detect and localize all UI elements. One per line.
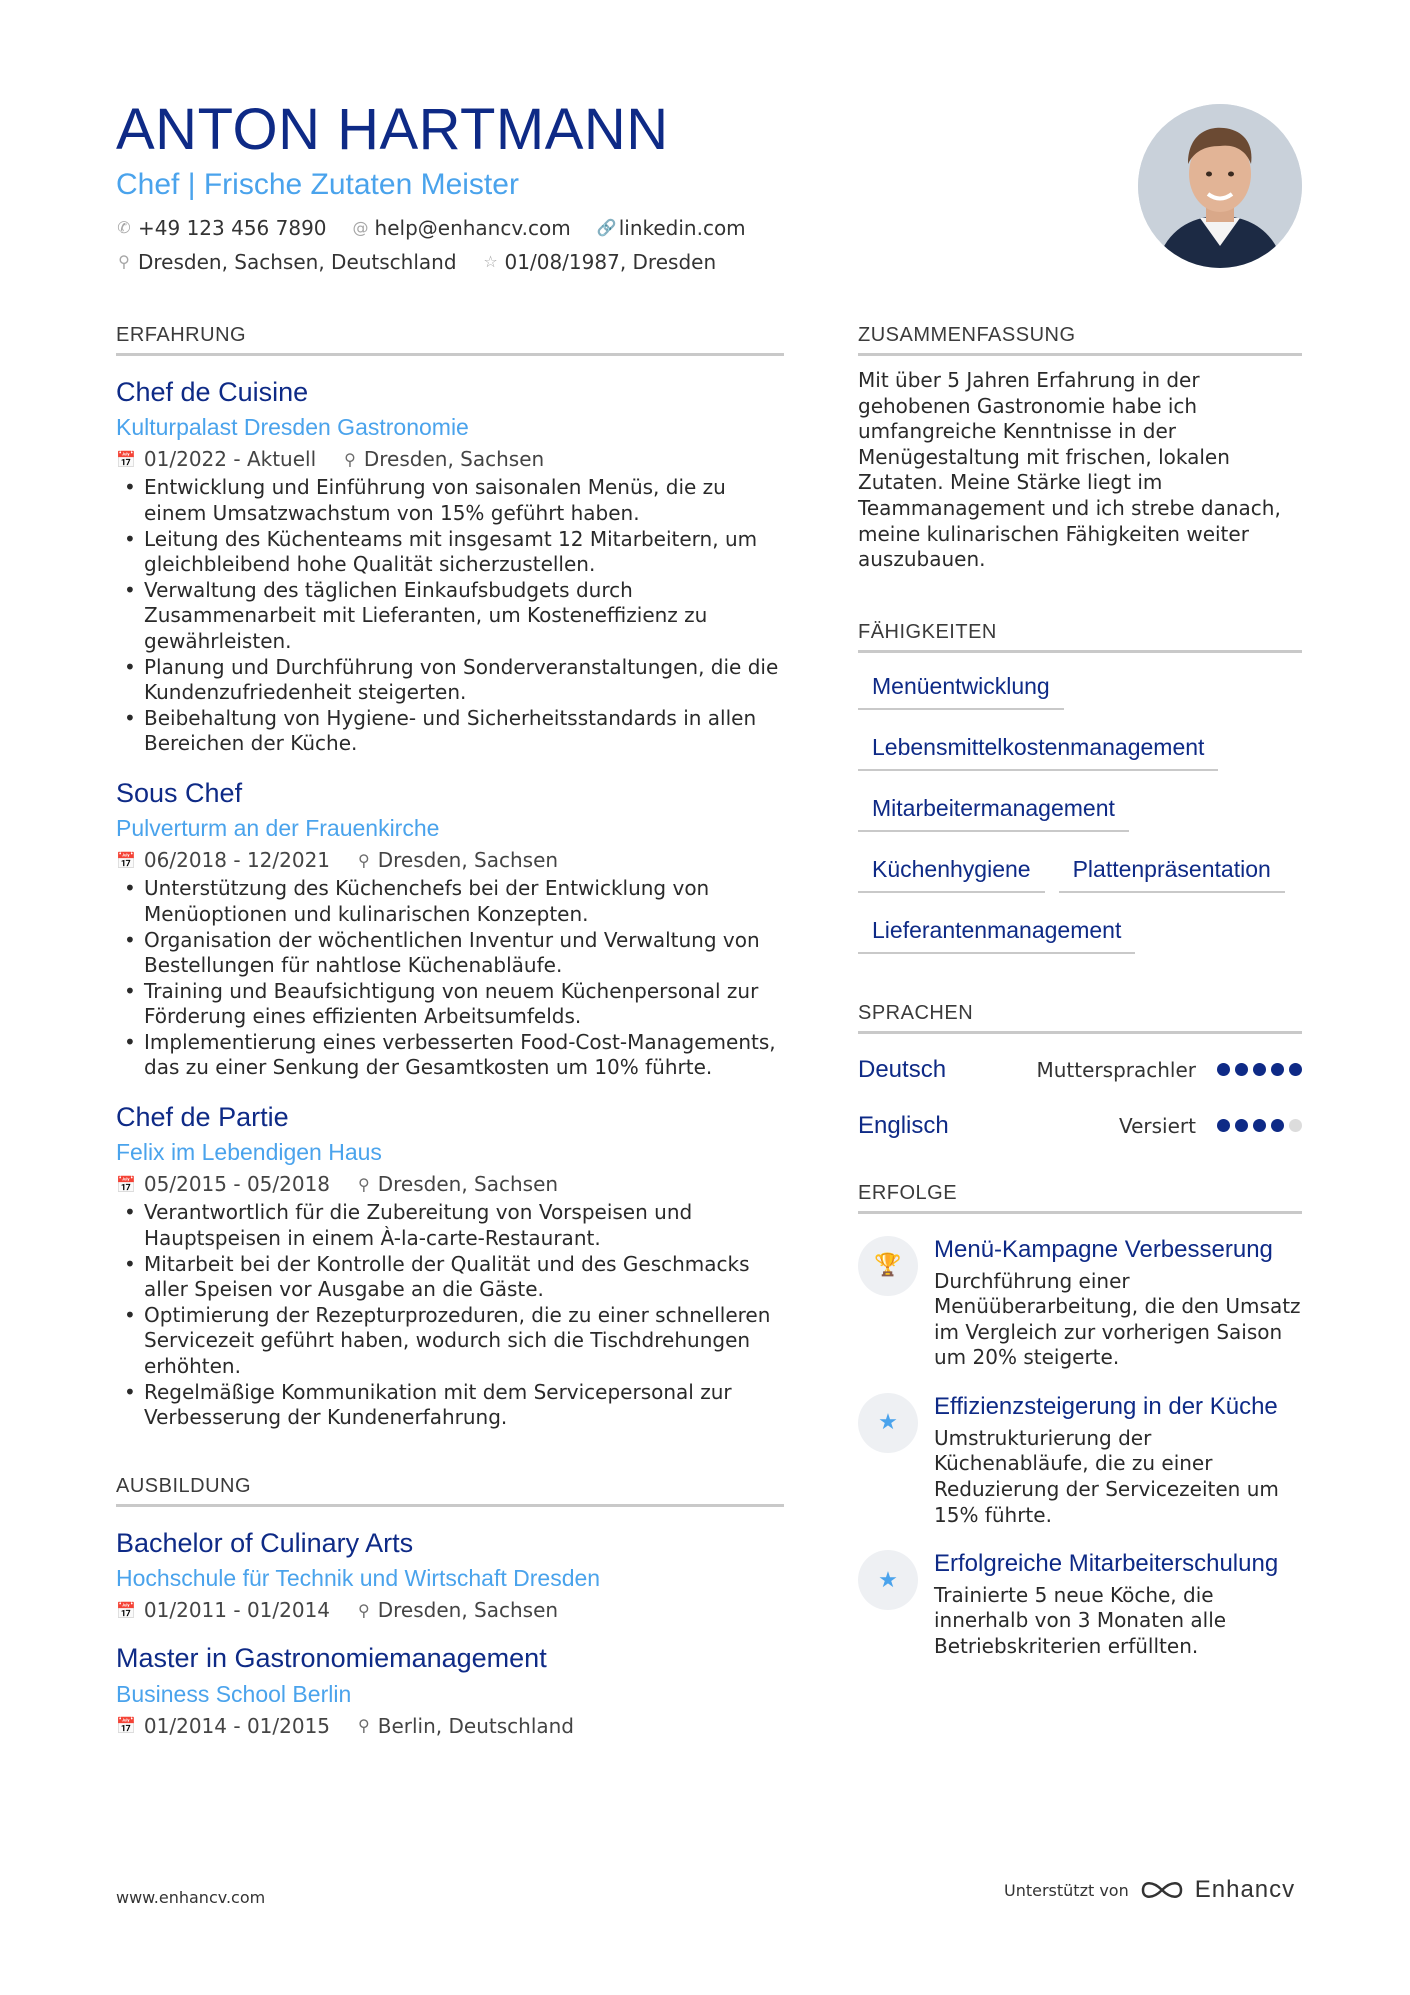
experience-entry (116, 376, 784, 757)
experience-section-title: ERFAHRUNG (116, 324, 784, 356)
job-bullets (116, 475, 784, 757)
skill-tag: Plattenpräsentation (1059, 846, 1285, 893)
at-icon: @ (352, 218, 369, 238)
job-title: Chef de Cuisine (116, 377, 309, 407)
star-icon: ★ (858, 1393, 918, 1453)
footer-website[interactable]: www.enhancv.com (116, 1888, 266, 1907)
location-text: Dresden, Sachsen (377, 1172, 559, 1197)
location-text: Dresden, Sachsen (363, 447, 545, 472)
achievements-section-title: ERFOLGE (858, 1182, 1302, 1214)
location-pin-icon: ⚲ (358, 1600, 370, 1620)
job-meta (116, 447, 784, 471)
bullet-item: • Verantwortlich für die Zubereitung von Vorspeisen und Hauptspeisen in einem À-la-carte-Restaurant. (116, 1200, 784, 1251)
enhancv-logo-icon (1139, 1877, 1185, 1903)
degree-title: Master in Gastronomiemanagement (116, 1643, 547, 1674)
skill-tag: Menüentwicklung (858, 663, 1064, 710)
birth-text: 01/08/1987, Dresden (504, 249, 717, 274)
education-location (358, 1714, 574, 1738)
education-location (358, 1598, 558, 1622)
star-icon: ☆ (483, 252, 498, 272)
bullet-item: • Mitarbeit bei der Kontrolle der Qualität und des Geschmacks aller Speisen vor Ausgabe an die Gäste. (116, 1252, 784, 1303)
location-pin-icon: ⚲ (358, 1716, 370, 1736)
phone-text: +49 123 456 7890 (138, 215, 327, 240)
rating-dot (1289, 1063, 1302, 1076)
rating-dot (1271, 1119, 1284, 1132)
job-location (358, 848, 558, 872)
achievement-item (858, 1550, 1302, 1660)
contact-location (116, 250, 457, 274)
achievement-title: Erfolgreiche Mitarbeiterschulung (934, 1550, 1279, 1578)
brand-name: Enhancv (1194, 1876, 1296, 1903)
bullet-item: • Planung und Durchführung von Sonderveranstaltungen, die die Kundenzufriedenheit steigerten. (116, 655, 784, 706)
achievement-desc: Umstrukturierung der Küchenabläufe, die zu einer Reduzierung der Servicezeiten um 15% führte. (934, 1425, 1279, 1527)
experience-entry (116, 777, 784, 1081)
school-name: Business School Berlin (116, 1680, 352, 1707)
location-text: Dresden, Sachsen, Deutschland (138, 249, 457, 274)
dates-text: 06/2018 - 12/2021 (143, 848, 331, 873)
rating-dots (1212, 1119, 1302, 1132)
achievement-item (858, 1236, 1302, 1371)
job-dates (116, 848, 330, 872)
job-company: Pulverturm an der Frauenkirche (116, 815, 440, 842)
contact-row-2 (116, 250, 1116, 274)
achievement-desc: Trainierte 5 neue Köche, die innerhalb von 3 Monaten alle Betriebskriterien erfüllten. (934, 1582, 1227, 1659)
language-level: Versiert (1118, 1113, 1196, 1138)
achievement-body (934, 1236, 1302, 1371)
location-text: Berlin, Deutschland (377, 1713, 574, 1738)
bullet-item: • Training und Beaufsichtigung von neuem Küchenpersonal zur Förderung eines effizienten Arbeitsumfelds. (116, 979, 784, 1030)
calendar-icon: 📅 (116, 1600, 136, 1620)
email-text: help@enhancv.com (374, 215, 571, 240)
language-row (858, 1052, 1302, 1088)
bullet-item: • Leitung des Küchenteams mit insgesamt 12 Mitarbeitern, um gleichbleibend hohe Qualität sicherzustellen. (116, 527, 784, 578)
education-dates (116, 1598, 330, 1622)
candidate-name: ANTON HARTMANN (116, 97, 669, 162)
contact-birth (483, 250, 717, 274)
degree-title: Bachelor of Culinary Arts (116, 1527, 414, 1558)
job-company: Kulturpalast Dresden Gastronomie (116, 414, 469, 441)
job-bullets (116, 1200, 784, 1430)
job-location (344, 447, 544, 471)
calendar-icon: 📅 (116, 1174, 136, 1194)
powered-by-text: Unterstützt von (1004, 1880, 1129, 1900)
summary-section-title: ZUSAMMENFASSUNG (858, 324, 1302, 356)
dates-text: 05/2015 - 05/2018 (143, 1172, 331, 1197)
calendar-icon: 📅 (116, 1716, 136, 1736)
location-pin-icon: ⚲ (118, 252, 130, 272)
skills-list (858, 663, 1302, 968)
language-name: Deutsch (858, 1055, 947, 1083)
job-dates (116, 447, 316, 471)
candidate-subtitle: Chef | Frische Zutaten Meister (116, 167, 519, 201)
skill-tag: Küchenhygiene (858, 846, 1045, 893)
education-meta (116, 1714, 784, 1738)
skill-tag: Lebensmittelkostenmanagement (858, 724, 1218, 771)
bullet-item: • Entwicklung und Einführung von saisonalen Menüs, die zu einem Umsatzwachstum von 15% geführt haben. (116, 475, 784, 526)
contact-phone (116, 216, 327, 240)
bullet-item: • Verwaltung des täglichen Einkaufsbudgets durch Zusammenarbeit mit Lieferanten, um Kosteneffizienz zu gewährleisten. (116, 578, 784, 655)
contact-linkedin[interactable] (597, 216, 746, 240)
rating-dots (1212, 1063, 1302, 1076)
bullet-item: • Implementierung eines verbesserten Food-Cost-Managements, das zu einer Senkung der Gesamtkosten um 10% führte. (116, 1030, 784, 1081)
contact-email[interactable] (353, 216, 571, 240)
dates-text: 01/2011 - 01/2014 (143, 1598, 331, 1623)
linkedin-text: linkedin.com (618, 215, 746, 240)
achievement-body (934, 1393, 1302, 1528)
language-proficiency (1037, 1058, 1303, 1082)
dates-text: 01/2014 - 01/2015 (143, 1713, 331, 1738)
right-column (858, 324, 1302, 1660)
achievement-title: Effizienzsteigerung in der Küche (934, 1392, 1278, 1420)
rating-dot (1289, 1119, 1302, 1132)
rating-dot (1271, 1063, 1284, 1076)
phone-icon: ✆ (117, 218, 131, 238)
left-column (116, 324, 784, 1738)
bullet-item: • Regelmäßige Kommunikation mit dem Servicepersonal zur Verbesserung der Kundenerfahrung. (116, 1380, 784, 1431)
job-meta (116, 1172, 784, 1196)
languages-section-title: SPRACHEN (858, 1002, 1302, 1034)
rating-dot (1217, 1063, 1230, 1076)
location-pin-icon: ⚲ (358, 1174, 370, 1194)
location-text: Dresden, Sachsen (377, 848, 559, 873)
dates-text: 01/2022 - Aktuell (143, 447, 317, 472)
language-name: Englisch (858, 1111, 949, 1139)
calendar-icon: 📅 (116, 449, 136, 469)
rating-dot (1253, 1119, 1266, 1132)
skills-section-title: FÄHIGKEITEN (858, 621, 1302, 653)
education-section-title: AUSBILDUNG (116, 1475, 784, 1507)
rating-dot (1235, 1119, 1248, 1132)
job-location (358, 1172, 558, 1196)
education-entry (116, 1527, 784, 1622)
avatar (1138, 104, 1302, 268)
job-company: Felix im Lebendigen Haus (116, 1139, 382, 1166)
achievement-body (934, 1550, 1302, 1660)
job-bullets (116, 876, 784, 1081)
achievement-title: Menü-Kampagne Verbesserung (934, 1235, 1273, 1263)
star-icon: ★ (858, 1550, 918, 1610)
school-name: Hochschule für Technik und Wirtschaft Dresden (116, 1565, 601, 1592)
language-level: Muttersprachler (1036, 1057, 1196, 1082)
bullet-item: • Optimierung der Rezepturprozeduren, die zu einer schnelleren Servicezeit geführt haben, wodurch sich die Tischdrehungen erhöhten. (116, 1303, 784, 1380)
skill-tag: Mitarbeitermanagement (858, 785, 1129, 832)
bullet-item: • Unterstützung des Küchenchefs bei der Entwicklung von Menüoptionen und kulinarischen Konzepten. (116, 876, 784, 927)
job-title: Chef de Partie (116, 1102, 289, 1133)
rating-dot (1253, 1063, 1266, 1076)
rating-dot (1235, 1063, 1248, 1076)
location-pin-icon: ⚲ (358, 850, 370, 870)
job-title: Sous Chef (116, 777, 243, 808)
job-meta (116, 848, 784, 872)
location-pin-icon: ⚲ (344, 449, 356, 469)
language-proficiency (1119, 1114, 1302, 1138)
summary-text: Mit über 5 Jahren Erfahrung in der gehobenen Gastronomie habe ich umfangreiche Kenntnisse in der Menügestaltung mit frischen, lokalen Zutaten. Meine Stärke liegt im Teammanagement und ich strebe danach, meine kulinarischen Fähigkeiten weiter auszubauen. (858, 368, 1281, 572)
job-dates (116, 1172, 330, 1196)
location-text: Dresden, Sachsen (377, 1598, 559, 1623)
rating-dot (1217, 1119, 1230, 1132)
resume-header (116, 98, 1116, 274)
calendar-icon: 📅 (116, 850, 136, 870)
education-meta (116, 1598, 784, 1622)
skill-tag: Lieferantenmanagement (858, 907, 1135, 954)
experience-entry (116, 1101, 784, 1431)
footer-branding (1004, 1876, 1295, 1904)
trophy-icon: 🏆 (858, 1236, 918, 1296)
achievement-item (858, 1393, 1302, 1528)
bullet-item: • Organisation der wöchentlichen Inventur und Verwaltung von Bestellungen für nahtlose Küchenabläufe. (116, 928, 784, 979)
education-dates (116, 1714, 330, 1738)
contact-row-1 (116, 216, 1116, 240)
education-entry (116, 1642, 784, 1737)
bullet-item: • Beibehaltung von Hygiene- und Sicherheitsstandards in allen Bereichen der Küche. (116, 706, 784, 757)
language-row (858, 1108, 1302, 1144)
achievement-desc: Durchführung einer Menüüberarbeitung, die den Umsatz im Vergleich zur vorherigen Saison um 20% steigerte. (934, 1268, 1301, 1370)
link-icon: 🔗 (596, 218, 617, 238)
